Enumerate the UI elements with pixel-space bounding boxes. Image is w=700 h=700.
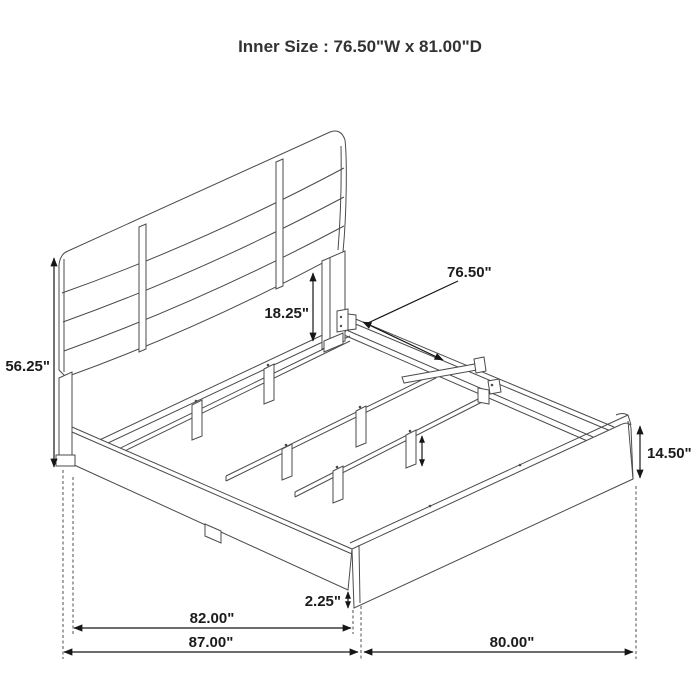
page-title: Inner Size : 76.50"W x 81.00"D [238,37,482,56]
dim-label-headboard-inner-height: 18.25" [264,305,309,322]
dim-label-frame-length: 82.00" [189,610,235,627]
headboard [56,131,356,466]
dim-label-footboard-height: 14.50" [647,445,692,462]
headboard-left-leg [59,372,72,455]
dim-label-inner-width: 76.50" [447,264,492,281]
rail-bracket [337,309,348,332]
dim-label-overall-length: 87.00" [188,634,234,651]
headboard-strut [276,159,283,289]
headboard-strut [139,224,146,352]
dim-label-footboard-width: 80.00" [489,634,535,651]
left-side-rail [72,427,352,590]
dim-leader-inner-width [368,281,458,323]
dim-label-rail-floor-gap: 2.25" [304,593,341,610]
dim-label-headboard-height: 56.25" [5,358,50,375]
